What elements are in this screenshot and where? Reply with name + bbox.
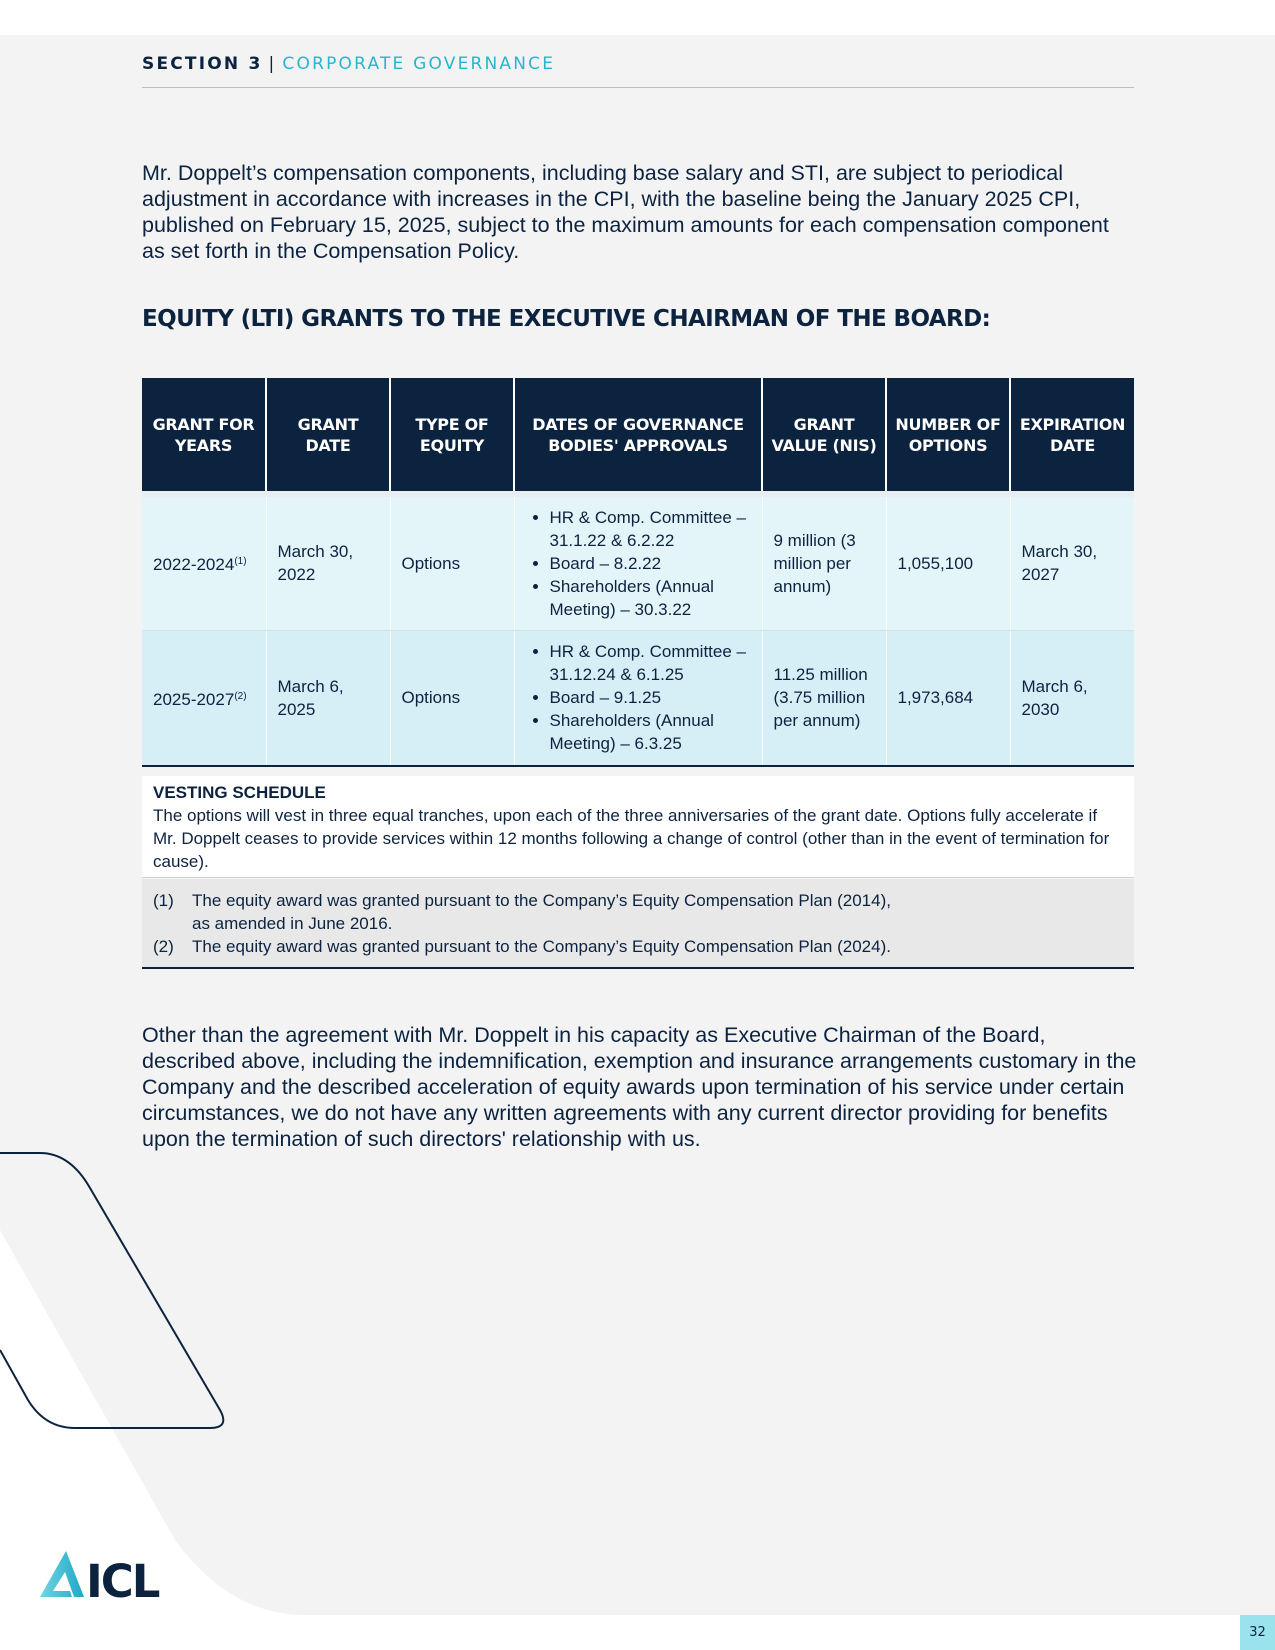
cell-expiration: March 30, 2027 — [1010, 494, 1134, 630]
cell-grant-date: March 6, 2025 — [266, 630, 390, 766]
logo-text: ICL — [86, 1555, 159, 1600]
header-expiration-date: EXPIRATION DATE — [1010, 378, 1134, 494]
list-item: • HR & Comp. Committee – 31.12.24 & 6.1.25 — [550, 640, 756, 686]
header-grant-for-years: GRANT FOR YEARS — [142, 378, 266, 494]
cell-grant-value: 11.25 million (3.75 million per annum) — [762, 630, 886, 766]
footnote-ref: (1) — [234, 556, 247, 568]
years-text: 2025-2027 — [153, 689, 235, 709]
cell-approvals — [514, 630, 762, 766]
section-separator: | — [268, 54, 277, 74]
footnote-line: The equity award was granted pursuant to the Company’s Equity Compensation Plan (2024). — [192, 937, 891, 956]
header-type-of-equity: TYPE OF EQUITY — [390, 378, 514, 494]
section-number: SECTION 3 — [142, 54, 263, 74]
header-grant-date: GRANT DATE — [266, 378, 390, 494]
footnote-number: (2) — [153, 937, 174, 956]
list-item: • Board – 9.1.25 — [550, 686, 756, 709]
cell-options: 1,055,100 — [886, 494, 1010, 630]
list-item: • Shareholders (Annual Meeting) – 6.3.25 — [550, 709, 756, 755]
vesting-title: VESTING SCHEDULE — [153, 783, 326, 802]
section-topic: CORPORATE GOVERNANCE — [282, 54, 556, 74]
footnote-ref: (2) — [234, 690, 247, 702]
footnote-line: The equity award was granted pursuant to the Company’s Equity Compensation Plan (2014), — [192, 891, 891, 910]
page-number: 32 — [1240, 1615, 1275, 1650]
years-text: 2022-2024 — [153, 555, 235, 575]
cell-grant-date: March 30, 2022 — [266, 494, 390, 630]
list-item: • Shareholders (Annual Meeting) – 30.3.22 — [550, 575, 756, 621]
table-row — [142, 494, 1134, 630]
icl-logo — [40, 1548, 165, 1600]
header-approvals: DATES OF GOVERNANCE BODIES' APPROVALS — [514, 378, 762, 494]
list-item: • Board – 8.2.22 — [550, 552, 756, 575]
footnote-text — [192, 889, 891, 935]
closing-paragraph: Other than the agreement with Mr. Doppelt in his capacity as Executive Chairman of the Board, described above, including the indemnification, exemption and insurance arrangements customary in the Company and the described acceleration of equity awards upon termination of his service under certain circumstances, we do not have any written agreements with any current director providing for benefits upon the termination of such directors' relationship with us. — [142, 1023, 1137, 1151]
approvals-list — [526, 640, 756, 755]
cell-options: 1,973,684 — [886, 630, 1010, 766]
list-item: • HR & Comp. Committee – 31.1.22 & 6.2.22 — [550, 506, 756, 552]
header-grant-value: GRANT VALUE (NIS) — [762, 378, 886, 494]
intro-paragraph: Mr. Doppelt’s compensation components, including base salary and STI, are subject to periodical adjustment in accordance with increases in the CPI, with the baseline being the January 2025 CPI, published on February 15, 2025, subject to the maximum amounts for each compensation component as set forth in the Compensation Policy. — [142, 161, 1109, 263]
footnote-line: as amended in June 2016. — [192, 914, 393, 933]
vesting-text: The options will vest in three equal tranches, upon each of the three anniversaries of the grant date. Options fully accelerate if Mr. Doppelt ceases to provide services within 12 months following a change of control (other than in the event of termination for cause). — [153, 806, 1110, 871]
table-row — [142, 630, 1134, 766]
cell-type: Options — [390, 630, 514, 766]
footnote-1 — [153, 889, 1123, 935]
cell-years — [142, 494, 266, 630]
section-header — [142, 52, 1134, 88]
cell-expiration: March 6, 2030 — [1010, 630, 1134, 766]
cell-approvals — [514, 494, 762, 630]
table-header-row — [142, 378, 1134, 494]
vesting-schedule — [142, 776, 1134, 878]
logo-mark-icon — [40, 1551, 84, 1597]
equity-grants-table — [142, 378, 1134, 767]
cell-type: Options — [390, 494, 514, 630]
equity-grants-title: EQUITY (LTI) GRANTS TO THE EXECUTIVE CHAIRMAN OF THE BOARD: — [142, 306, 991, 332]
footnotes — [142, 879, 1134, 969]
approvals-list — [526, 506, 756, 621]
footnote-2 — [153, 935, 1123, 958]
cell-years — [142, 630, 266, 766]
footnote-number: (1) — [153, 891, 174, 910]
cell-grant-value: 9 million (3 million per annum) — [762, 494, 886, 630]
header-number-of-options: NUMBER OF OPTIONS — [886, 378, 1010, 494]
